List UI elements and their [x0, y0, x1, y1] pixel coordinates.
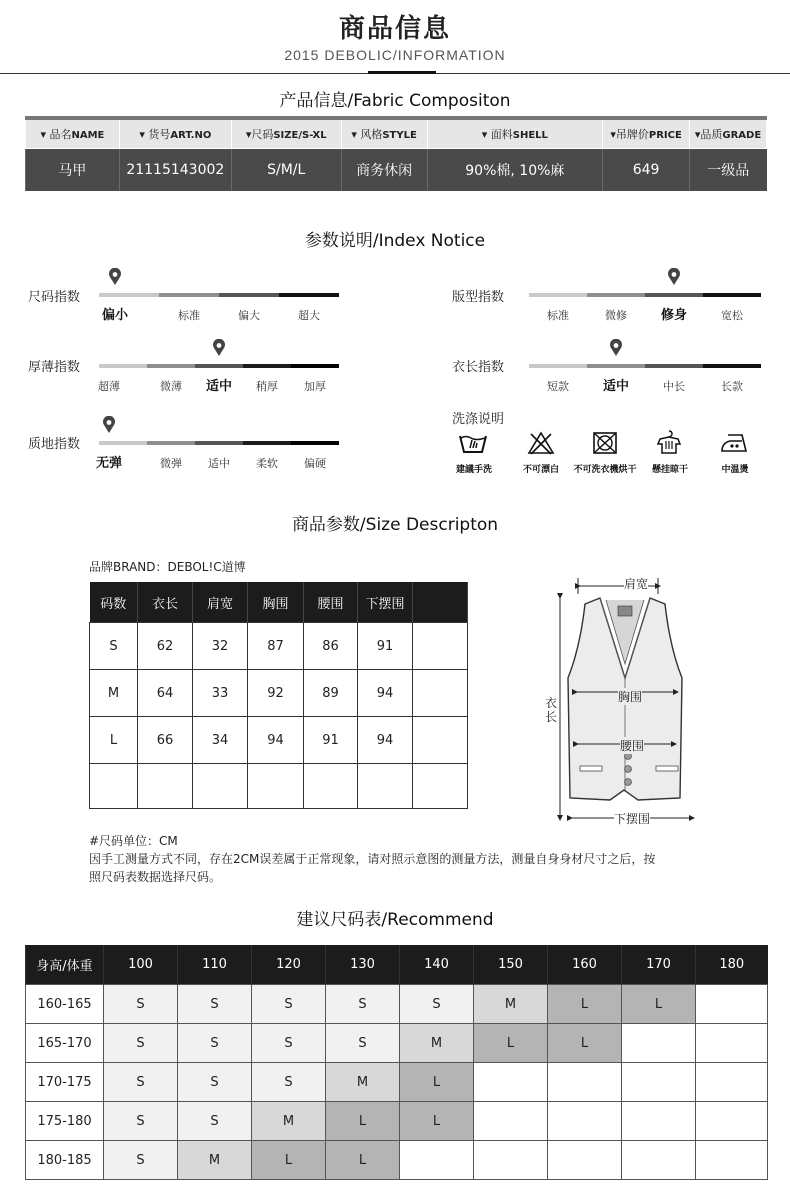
index-level-label: 长款 [721, 380, 743, 393]
size-cell [248, 764, 304, 809]
recommend-table [25, 945, 768, 1180]
diagram-label-length: 衣长 [545, 696, 558, 724]
size-column-header [413, 582, 468, 623]
column-header-cn: ▾ 品名 [40, 128, 72, 141]
recommend-size-cell: L [400, 1102, 474, 1141]
table-row [26, 1141, 768, 1180]
weight-column-header: 120 [252, 945, 326, 985]
index-label-fit: 版型指数 [452, 290, 505, 305]
size-column-header: 码数 [90, 582, 138, 623]
recommend-size-cell: S [178, 985, 252, 1024]
index-bar-segment [291, 441, 339, 445]
table-row [90, 764, 468, 809]
size-cell: M [90, 670, 138, 717]
size-cell: L [90, 717, 138, 764]
size-cell [413, 717, 468, 764]
size-cell: 91 [304, 717, 358, 764]
index-level-label: 修身 [660, 308, 687, 323]
height-cell: 170-175 [26, 1063, 104, 1102]
size-cell: 33 [193, 670, 248, 717]
recommend-size-cell: S [104, 985, 178, 1024]
index-level-label: 微薄 [160, 380, 182, 393]
recommend-size-cell [696, 985, 768, 1024]
recommend-size-cell: S [178, 1024, 252, 1063]
index-bar-segment [147, 441, 195, 445]
recommend-size-cell: S [252, 1063, 326, 1102]
recommend-corner-header: 身高/体重 [26, 945, 104, 985]
size-cell [304, 764, 358, 809]
diagram-label-hem: 下摆围 [614, 812, 651, 826]
diagram-label-shoulder: 肩宽 [624, 577, 649, 591]
recommend-size-cell [622, 1141, 696, 1180]
fabric-value-cell: 21115143002 [119, 149, 231, 192]
index-bar-segment [219, 293, 279, 297]
recommend-size-cell [696, 1102, 768, 1141]
size-cell: 94 [248, 717, 304, 764]
recommend-size-cell: S [104, 1063, 178, 1102]
page-subtitle: 2015 DEBOLIC/INFORMATION [284, 47, 506, 63]
size-cell: 62 [138, 623, 193, 670]
table-row [26, 985, 768, 1024]
index-bar-segment [291, 364, 339, 368]
recommend-header-row [26, 945, 768, 985]
fabric-column-header [341, 118, 427, 149]
recommend-size-cell: L [400, 1063, 474, 1102]
height-cell: 180-185 [26, 1141, 104, 1180]
index-level-label: 标准 [178, 309, 200, 322]
fabric-column-header [690, 118, 767, 149]
table-row [26, 1063, 768, 1102]
fabric-table [25, 116, 767, 191]
recommend-size-cell: M [252, 1102, 326, 1141]
recommend-size-cell: S [400, 985, 474, 1024]
index-label-length: 衣长指数 [452, 360, 505, 375]
size-cell: 32 [193, 623, 248, 670]
hand-wash-icon [458, 430, 488, 456]
recommend-size-cell: S [104, 1102, 178, 1141]
index-bar-segment [147, 364, 195, 368]
index-level-label: 短款 [547, 380, 569, 393]
weight-column-header: 170 [622, 945, 696, 985]
diagram-label-chest: 胸围 [618, 690, 643, 704]
recommend-size-cell [548, 1141, 622, 1180]
fabric-column-header [119, 118, 231, 149]
recommend-size-cell [474, 1063, 548, 1102]
iron-medium-icon [720, 431, 750, 455]
index-level-label: 适中 [205, 379, 232, 394]
size-cell: 34 [193, 717, 248, 764]
location-pin-icon [667, 268, 681, 286]
weight-column-header: 140 [400, 945, 474, 985]
weight-column-header: 160 [548, 945, 622, 985]
weight-column-header: 130 [326, 945, 400, 985]
column-header-en: SHELL [512, 130, 548, 141]
size-cell: 66 [138, 717, 193, 764]
size-cell [193, 764, 248, 809]
column-header-en: GRADE [722, 130, 762, 141]
size-cell: 87 [248, 623, 304, 670]
column-header-cn: ▾尺码 [245, 128, 274, 141]
size-cell: 89 [304, 670, 358, 717]
fabric-column-header [231, 118, 341, 149]
recommend-size-cell: L [252, 1141, 326, 1180]
index-level-label: 微修 [605, 309, 627, 322]
size-cell [413, 764, 468, 809]
no-bleach-icon [527, 430, 555, 456]
index-level-label: 偏硬 [304, 457, 326, 470]
index-bar-segment [587, 364, 645, 368]
size-cell: 91 [358, 623, 413, 670]
index-bar-segment [195, 441, 243, 445]
size-column-header: 肩宽 [193, 582, 248, 623]
recommend-size-cell: S [252, 1024, 326, 1063]
height-cell: 165-170 [26, 1024, 104, 1063]
index-level-label: 标准 [547, 309, 569, 322]
index-label-material: 质地指数 [28, 437, 81, 452]
column-header-cn: ▾吊牌价 [610, 128, 649, 141]
index-bar-segment [99, 441, 147, 445]
weight-column-header: 110 [178, 945, 252, 985]
weight-column-header: 150 [474, 945, 548, 985]
size-column-header: 衣长 [138, 582, 193, 623]
wash-label: 不可漂白 [522, 465, 559, 475]
column-header-cn: ▾ 货号 [139, 128, 171, 141]
fabric-value-cell: 商务休闲 [341, 149, 427, 192]
size-column-header: 胸围 [248, 582, 304, 623]
index-bar-segment [645, 364, 703, 368]
size-cell: S [90, 623, 138, 670]
recommend-size-cell [474, 1102, 548, 1141]
index-level-label: 稍厚 [256, 380, 278, 393]
recommend-size-cell: L [622, 985, 696, 1024]
location-pin-icon [102, 416, 116, 434]
fabric-value-cell: 一级品 [690, 149, 767, 192]
index-label-thickness: 厚薄指数 [28, 360, 81, 375]
index-bar-segment [703, 364, 761, 368]
index-level-label: 柔软 [256, 457, 278, 470]
recommend-size-cell: S [178, 1063, 252, 1102]
column-header-en: STYLE [382, 130, 417, 141]
recommend-size-cell [400, 1141, 474, 1180]
fabric-column-header [26, 118, 120, 149]
measure-note-line1: 因手工测量方式不同，存在2CM误差属于正常现象，请对照示意图的测量方法，测量自身身材尺寸之后，按 [89, 852, 656, 866]
column-header-en: ART.NO [170, 130, 212, 141]
size-cell: 92 [248, 670, 304, 717]
fabric-value-row [26, 149, 767, 192]
no-tumble-dry-icon [592, 431, 618, 455]
index-level-label: 加厚 [304, 380, 326, 393]
fabric-value-cell: 90%棉, 10%麻 [427, 149, 603, 192]
recommend-size-cell [474, 1141, 548, 1180]
index-level-label: 超大 [298, 309, 320, 322]
fabric-header-row [26, 118, 767, 149]
column-header-cn: ▾ 面料 [481, 128, 513, 141]
table-row [26, 1102, 768, 1141]
index-section-title: 参数说明/Index Notice [304, 231, 486, 251]
index-level-label: 无弹 [95, 456, 122, 471]
weight-column-header: 100 [104, 945, 178, 985]
index-bar-segment [243, 441, 291, 445]
index-level-label: 偏小 [101, 308, 128, 323]
header-accent [368, 71, 436, 74]
recommend-size-cell: L [474, 1024, 548, 1063]
column-header-en: PRICE [648, 130, 682, 141]
unit-note: #尺码单位：CM [89, 834, 178, 848]
height-cell: 160-165 [26, 985, 104, 1024]
size-table [89, 582, 468, 809]
brand-label: 品牌BRAND：DEBOL!C道博 [89, 560, 246, 574]
size-column-header: 下摆围 [358, 582, 413, 623]
index-level-label: 中长 [663, 380, 685, 393]
wash-label: 不可洗衣機烘干 [573, 465, 637, 475]
table-row [90, 717, 468, 764]
column-header-en: SIZE/S-XL [273, 130, 327, 141]
recommend-size-cell: L [326, 1141, 400, 1180]
fabric-value-cell: 649 [603, 149, 690, 192]
recommend-size-cell: M [474, 985, 548, 1024]
location-pin-icon [108, 268, 122, 286]
fabric-value-cell: S/M/L [231, 149, 341, 192]
recommend-size-cell [622, 1102, 696, 1141]
index-bar-segment [243, 364, 291, 368]
table-row [90, 670, 468, 717]
recommend-size-cell: L [548, 985, 622, 1024]
index-bar-segment [279, 293, 339, 297]
recommend-size-cell: S [104, 1141, 178, 1180]
index-bar-segment [529, 293, 587, 297]
column-header-cn: ▾品质 [694, 128, 723, 141]
size-header-row [90, 582, 468, 623]
index-bar-segment [195, 364, 243, 368]
size-column-header: 腰围 [304, 582, 358, 623]
recommend-size-cell: S [326, 985, 400, 1024]
recommend-size-cell: S [252, 985, 326, 1024]
wash-label: 懸挂晾干 [651, 465, 688, 475]
wash-label: 中温燙 [721, 465, 749, 475]
column-header-cn: ▾ 风格 [351, 128, 383, 141]
size-cell: 64 [138, 670, 193, 717]
recommend-size-cell: M [178, 1141, 252, 1180]
recommend-size-cell: S [178, 1102, 252, 1141]
page-title: 商品信息 [338, 14, 451, 44]
size-cell [413, 670, 468, 717]
index-bar-segment [645, 293, 703, 297]
size-cell: 94 [358, 670, 413, 717]
recommend-size-cell [622, 1024, 696, 1063]
size-cell [138, 764, 193, 809]
weight-column-header: 180 [696, 945, 768, 985]
size-cell [90, 764, 138, 809]
size-cell: 94 [358, 717, 413, 764]
index-level-label: 适中 [208, 457, 230, 470]
index-bar-segment [99, 293, 159, 297]
recommend-size-cell: M [400, 1024, 474, 1063]
diagram-label-waist: 腰围 [620, 739, 645, 753]
recommend-size-cell: L [548, 1024, 622, 1063]
index-level-label: 适中 [602, 379, 629, 394]
index-level-label: 微弹 [160, 457, 182, 470]
recommend-size-cell [548, 1102, 622, 1141]
fabric-column-header [427, 118, 603, 149]
wash-label: 建議手洗 [455, 465, 492, 475]
recommend-size-cell: S [104, 1024, 178, 1063]
recommend-size-cell [548, 1063, 622, 1102]
index-label-size: 尺码指数 [28, 290, 81, 305]
recommend-size-cell [622, 1063, 696, 1102]
size-section-title: 商品参数/Size Descripton [291, 515, 499, 535]
recommend-size-cell [696, 1024, 768, 1063]
size-cell: 86 [304, 623, 358, 670]
size-cell [358, 764, 413, 809]
recommend-size-cell: L [326, 1102, 400, 1141]
wash-title: 洗涤说明 [452, 412, 505, 427]
table-row [26, 1024, 768, 1063]
index-level-label: 超薄 [98, 380, 120, 393]
recommend-size-cell: M [326, 1063, 400, 1102]
index-level-label: 偏大 [238, 309, 260, 322]
column-header-en: NAME [71, 130, 105, 141]
recommend-size-cell: S [326, 1024, 400, 1063]
index-bar-segment [587, 293, 645, 297]
fabric-column-header [603, 118, 690, 149]
recommend-size-cell [696, 1063, 768, 1102]
recommend-size-cell [696, 1141, 768, 1180]
hang-dry-icon [656, 429, 682, 455]
fabric-value-cell: 马甲 [26, 149, 120, 192]
height-cell: 175-180 [26, 1102, 104, 1141]
index-bar-segment [99, 364, 147, 368]
index-bar-segment [529, 364, 587, 368]
location-pin-icon [212, 339, 226, 357]
recommend-section-title: 建议尺码表/Recommend [296, 910, 494, 930]
index-bar-segment [159, 293, 219, 297]
measure-note-line2: 照尺码表数据选择尺码。 [89, 870, 222, 884]
fabric-section-title: 产品信息/Fabric Compositon [279, 91, 511, 111]
index-bar-segment [703, 293, 761, 297]
size-cell [413, 623, 468, 670]
index-level-label: 宽松 [721, 309, 743, 322]
location-pin-icon [609, 339, 623, 357]
table-row [90, 623, 468, 670]
